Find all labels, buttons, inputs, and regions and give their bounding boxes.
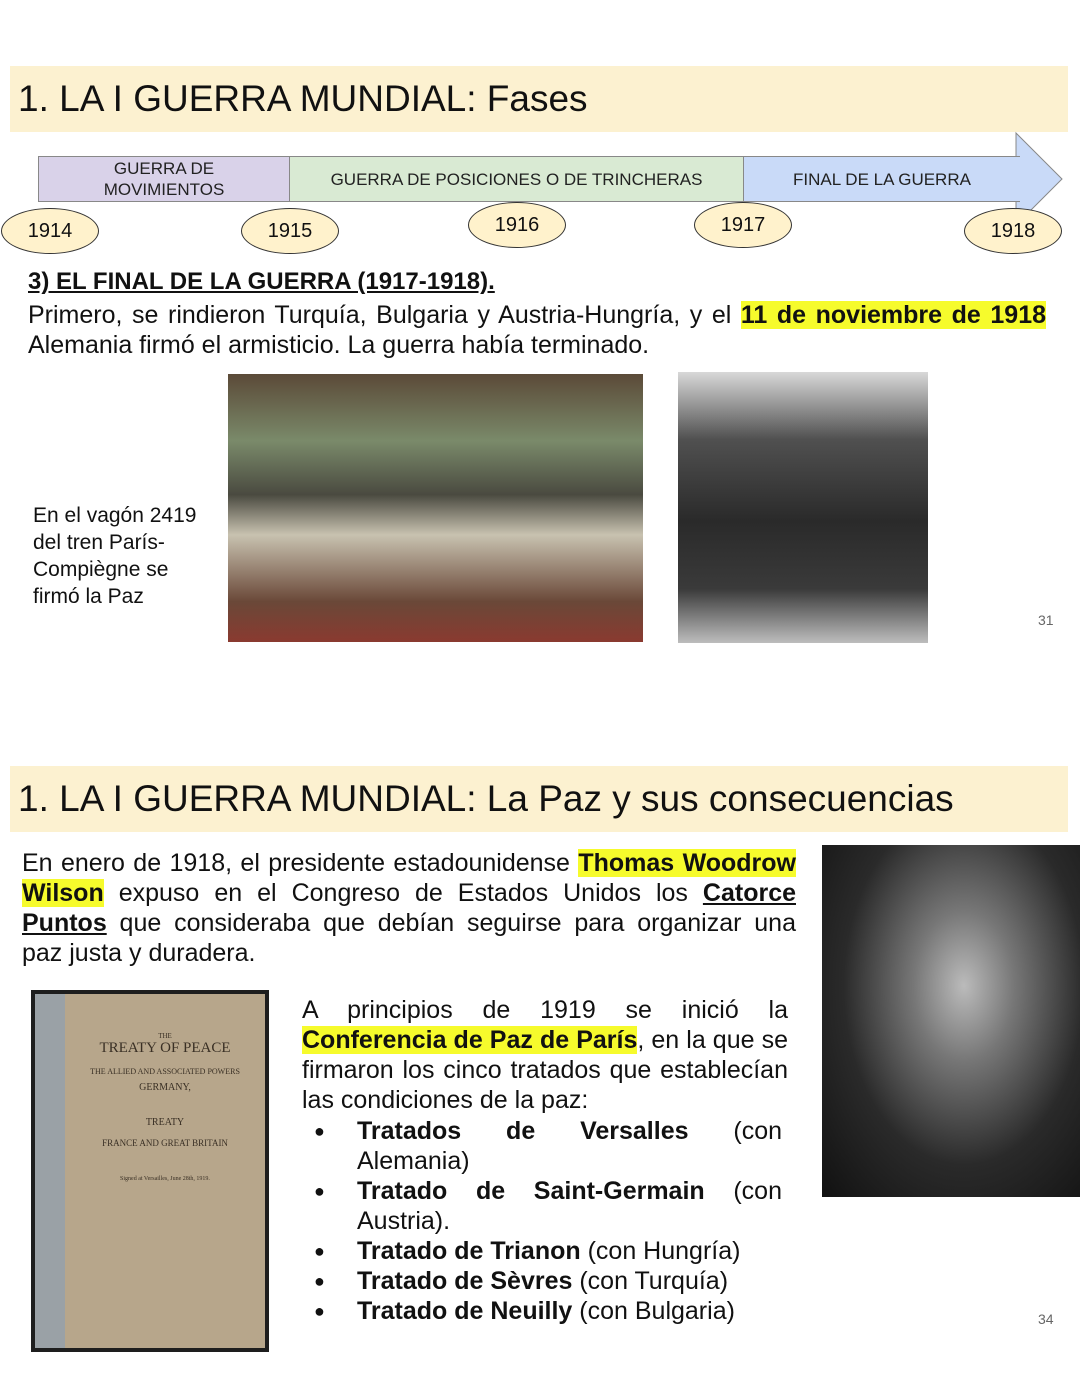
slide2-title-band [10,766,1068,832]
slide1-title-band [10,66,1068,132]
year-1916: 1916 [468,202,566,248]
wilson-portrait [822,845,1080,1197]
armistice-paragraph: Primero, se rindieron Turquía, Bulgaria y Austria-Hungría, y el 11 de noviembre de 1918 Alemania firmó el armisticio. La guerra había terminado. [28,301,1046,359]
year-1915: 1915 [241,208,339,254]
treaty-item: ● Tratado de Sèvres (con Turquía) [302,1266,782,1296]
year-1917: 1917 [694,202,792,248]
page-number: 31 [1038,612,1054,628]
treaty-book-cover: THE TREATY OF PEACE THE ALLIED AND ASSOCIATED POWERS GERMANY, TREATY FRANCE AND GREAT BRITAIN Signed at Versailles, June 28th, 1919. [31,990,269,1352]
conference-paragraph: A principios de 1919 se inició la Conferencia de Paz de París, en la que se firmaron los cinco tratados que establecían las condiciones de la paz: [302,996,788,1114]
slide2-title: 1. LA I GUERRA MUNDIAL: La Paz y sus consecuencias [18,778,954,819]
section-heading: 3) EL FINAL DE LA GUERRA (1917-1918). [28,268,495,295]
page-number: 34 [1038,1311,1054,1327]
photo-caption: En el vagón 2419 del tren París-Compiègne se firmó la Paz [33,504,197,608]
phase-movimientos: GUERRA DE MOVIMIENTOS [38,156,290,202]
railway-car-photo [678,372,928,643]
phase-final: FINAL DE LA GUERRA [743,156,1020,202]
phase-trincheras: GUERRA DE POSICIONES O DE TRINCHERAS [289,156,744,202]
year-1914: 1914 [1,208,99,254]
wilson-paragraph: En enero de 1918, el presidente estadounidense Thomas Woodrow Wilson expuso en el Congreso de Estados Unidos los Catorce Puntos que consideraba que debían seguirse para organizar una paz justa y duradera. [22,849,796,967]
treaties-list [302,1116,782,1326]
treaty-item: ● Tratado de Neuilly (con Bulgaria) [302,1296,782,1326]
treaty-item: ● Tratado de Trianon (con Hungría) [302,1236,782,1266]
treaty-item: ● Tratado de Saint-Germain (con Austria). [302,1176,782,1236]
slide1-title: 1. LA I GUERRA MUNDIAL: Fases [18,78,588,119]
year-1918: 1918 [964,208,1062,254]
armistice-painting [228,374,643,642]
treaty-item: ● Tratados de Versalles (con Alemania) [302,1116,782,1176]
